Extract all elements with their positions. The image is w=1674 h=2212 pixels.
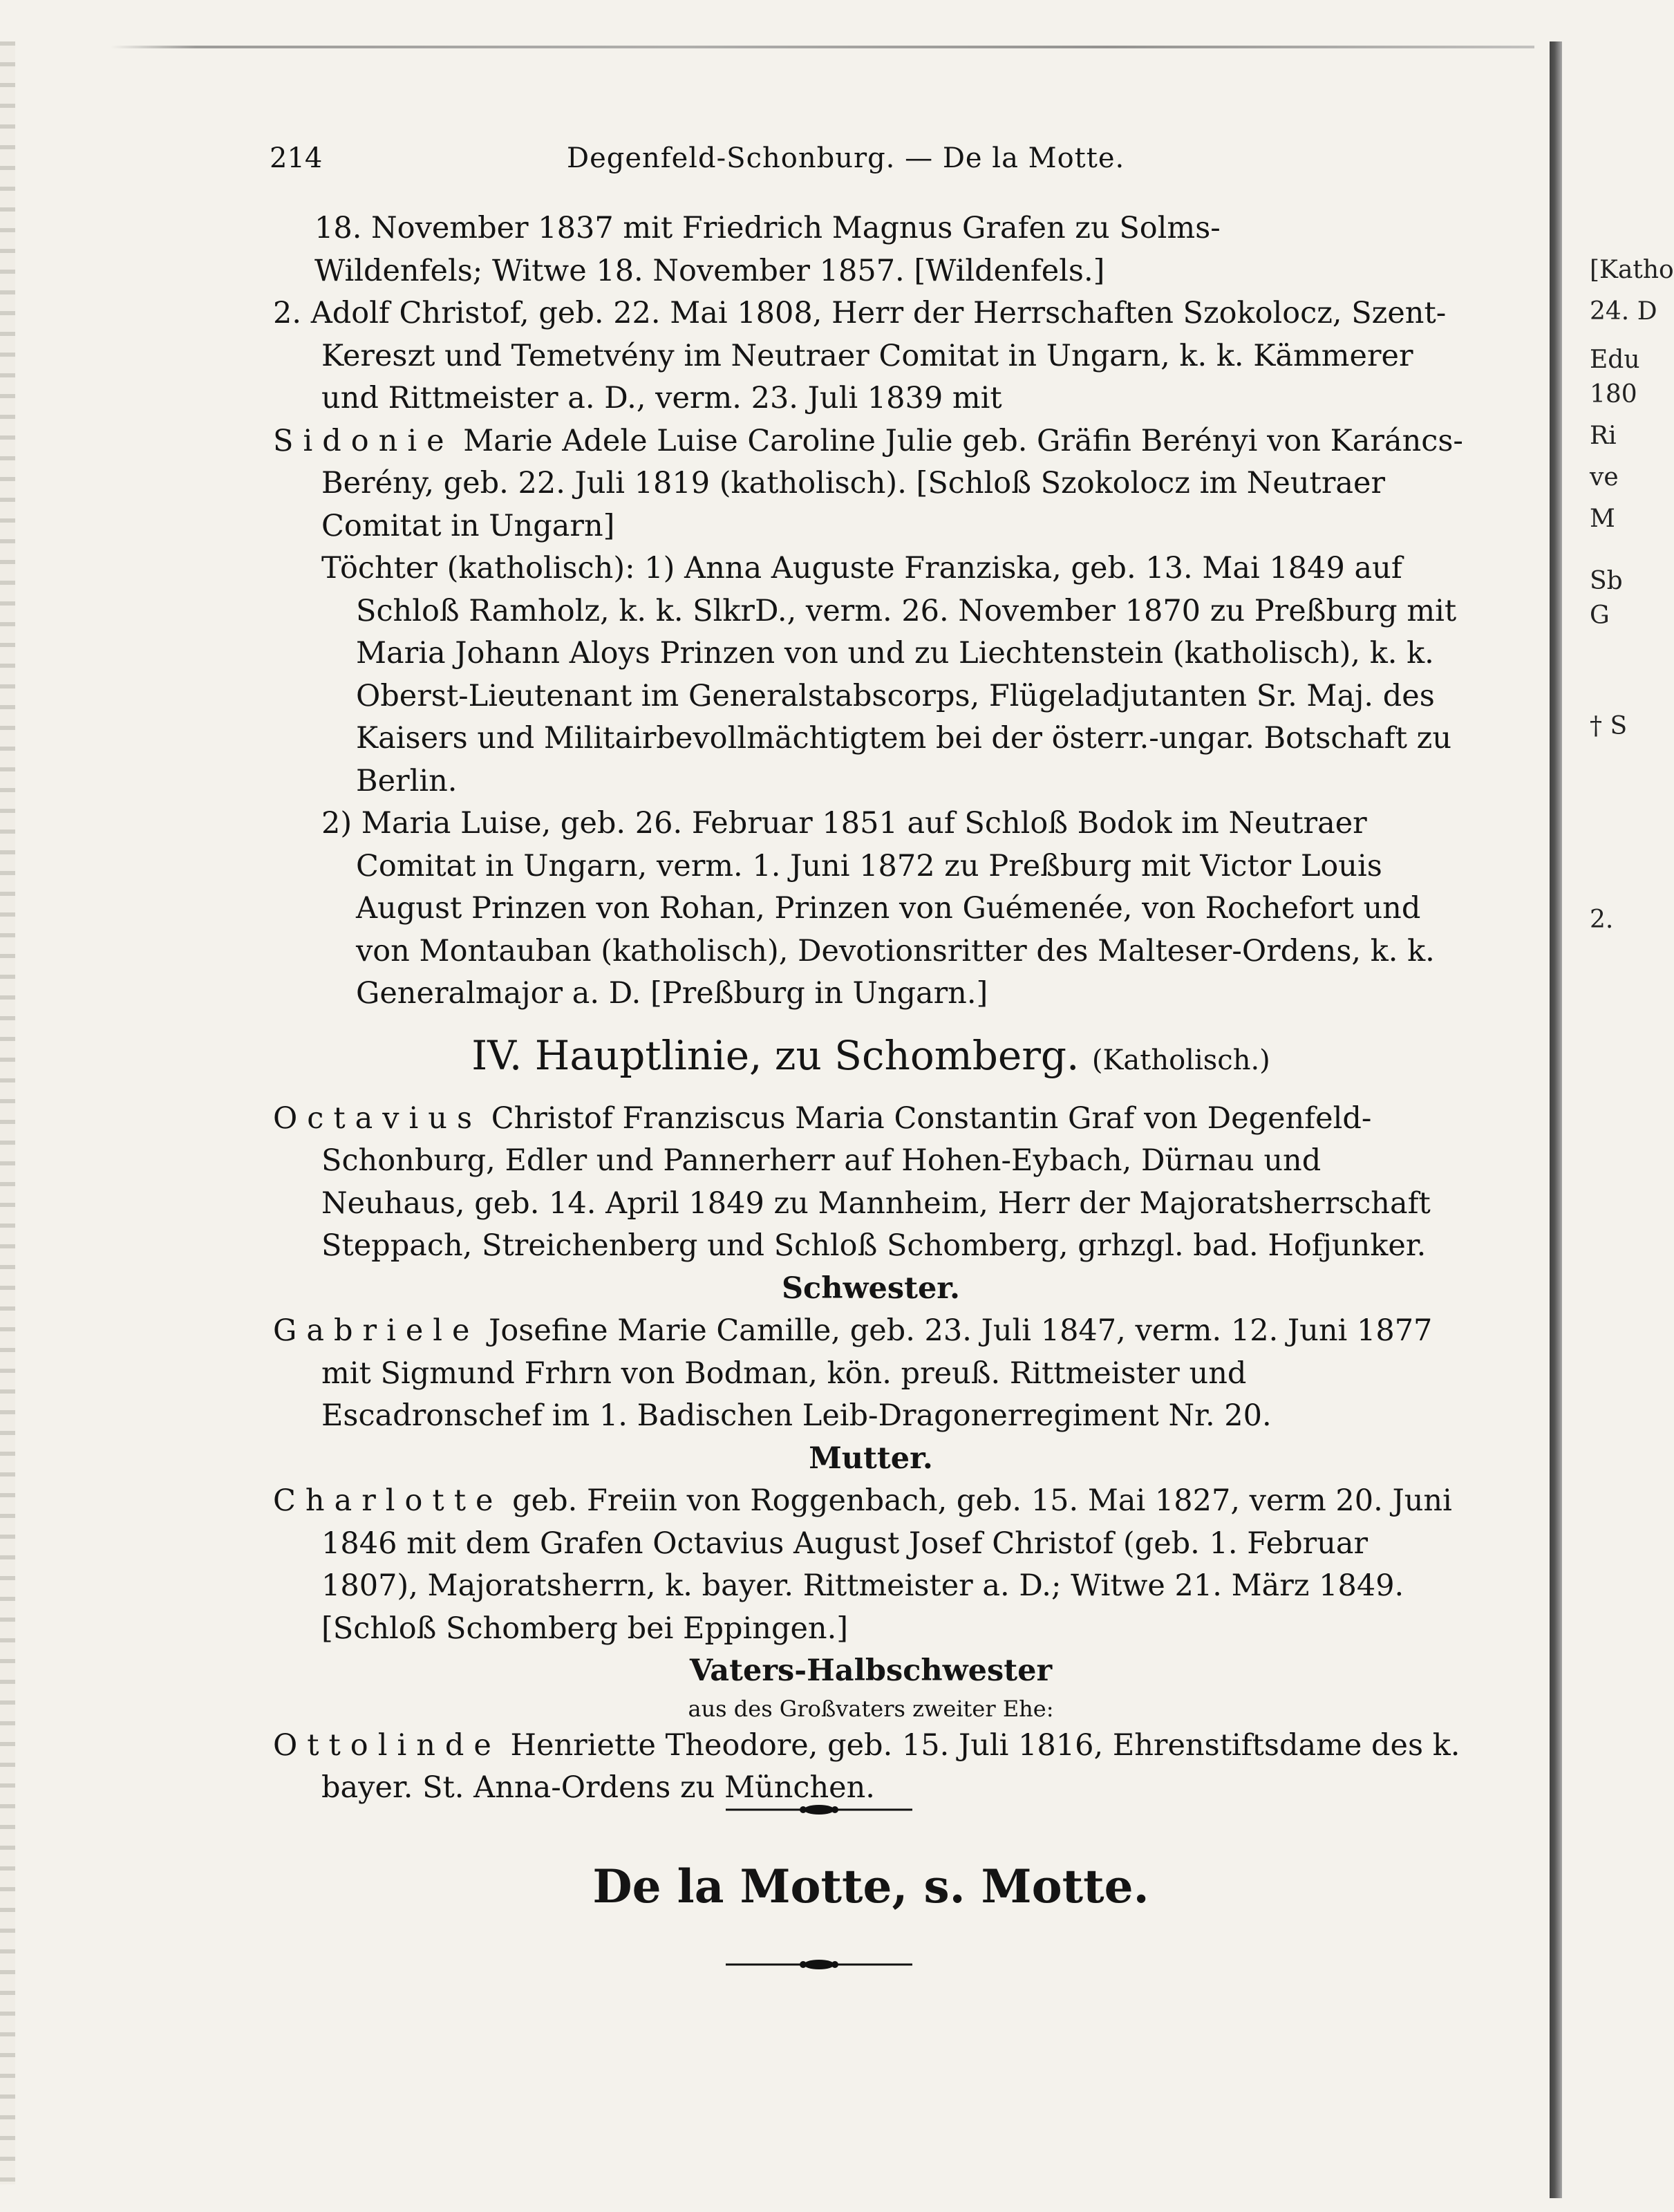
entry-sidonie — [273, 420, 1469, 548]
right-margin-fragment: Ri — [1590, 422, 1617, 450]
right-margin-fragment: Sb — [1590, 567, 1623, 595]
section-note: (Katholisch.) — [1091, 1044, 1270, 1076]
running-title: Degenfeld-Schonburg. — De la Motte. — [567, 142, 1125, 174]
section-title-text: IV. Hauptlinie, zu Schomberg. — [471, 1031, 1080, 1079]
page-number: 214 — [270, 142, 323, 174]
entry-toechter-2: 2) Maria Luise, geb. 26. Februar 1851 auf Schloß Bodok im Neutraer Comitat in Ungarn, verm. 1. Juni 1872 zu Preßburg mit Victor Louis August Prinzen von Rohan, Prinzen von Guémenée, von Rochefort und von Montauban (katholisch), Devotionsritter des Malteser-Ordens, k. k. Generalmajor a. D. [Preßburg in Ungarn.] — [321, 806, 1435, 1011]
right-margin-fragment: † S — [1590, 712, 1628, 740]
text-line-1: 18. November 1837 mit Friedrich Magnus Grafen zu Solms- — [314, 211, 1221, 245]
right-margin-fragment: 2. — [1590, 906, 1614, 934]
left-page-edge — [0, 41, 15, 2184]
name-sidonie: Sidonie — [273, 423, 454, 458]
text-line-2: Wildenfels; Witwe 18. November 1857. [Wildenfels.] — [314, 253, 1105, 288]
page-body — [273, 207, 1469, 1810]
entry-octavius — [273, 1098, 1469, 1268]
book-gutter — [1550, 41, 1562, 2198]
sidonie-details: Marie Adele Luise Caroline Julie geb. Gräfin Berényi von Karáncs-Berény, geb. 22. Juli 1819 (katholisch). [Schloß Szokolocz im Neutraer Comitat in Ungarn] — [321, 423, 1463, 543]
octavius-details: Christof Franziscus Maria Constantin Graf von Degenfeld-Schonburg, Edler und Pannerherr auf Hohen-Eybach, Dürnau und Neuhaus, geb. 14. April 1849 zu Mannheim, Herr der Majoratsherrschaft Steppach, Streichenberg und Schloß Schomberg, grhzgl. bad. Hofjunker. — [321, 1100, 1431, 1263]
section-title — [273, 1031, 1469, 1085]
top-rule — [111, 46, 1534, 48]
subheading-halbschwester: aus des Großvaters zweiter Ehe: — [688, 1695, 1054, 1722]
right-margin-fragment: M — [1590, 505, 1615, 533]
right-margin-fragment: [Katho — [1590, 256, 1674, 284]
name-gabriele: Gabriele — [273, 1313, 480, 1348]
right-margin-fragment: Edu — [1590, 346, 1640, 374]
right-margin-fragment: ve — [1590, 463, 1619, 491]
heading-halbschwester: Vaters-Halbschwester — [689, 1653, 1053, 1688]
ottolinde-details: Henriette Theodore, geb. 15. Juli 1816, Ehrenstiftsdame des k. bayer. St. Anna-Ordens zu München. — [321, 1727, 1460, 1805]
heading-mutter: Mutter. — [809, 1441, 933, 1476]
ornament-rule-bottom — [726, 1958, 912, 1971]
entry-ottolinde — [273, 1725, 1469, 1810]
entry-adolf: 2. Adolf Christof, geb. 22. Mai 1808, Herr der Herrschaften Szokolocz, Szent-Kereszt und Temetvény im Neutraer Comitat in Ungarn, k. k. Kämmerer und Rittmeister a. D., verm. 23. Juli 1839 mit — [273, 296, 1447, 415]
entry-toechter-1: Töchter (katholisch): 1) Anna Auguste Franziska, geb. 13. Mai 1849 auf Schloß Ramholz, k. k. SlkrD., verm. 26. November 1870 zu Preßburg mit Maria Johann Aloys Prinzen von und zu Liechtenstein (katholisch), k. k. Oberst-Lieutenant im Generalstabscorps, Flügeladjutanten Sr. Maj. des Kaisers und Militairbevollmächtigtem bei der österr.-ungar. Botschaft zu Berlin. — [321, 551, 1457, 798]
right-margin-fragment: G — [1590, 601, 1610, 630]
page-header — [270, 142, 1486, 184]
name-charlotte: Charlotte — [273, 1483, 503, 1518]
right-margin-fragment: 24. D — [1590, 297, 1657, 326]
gabriele-details: Josefine Marie Camille, geb. 23. Juli 1847, verm. 12. Juni 1877 mit Sigmund Frhrn von Bodman, kön. preuß. Rittmeister und Escadronschef im 1. Badischen Leib-Dragonerregiment Nr. 20. — [321, 1313, 1433, 1433]
heading-schwester: Schwester. — [782, 1271, 960, 1306]
entry-gabriele — [273, 1310, 1469, 1438]
charlotte-details: geb. Freiin von Roggenbach, geb. 15. Mai 1827, verm 20. Juni 1846 mit dem Grafen Octavius August Josef Christof (geb. 1. Februar 1807), Majoratsherrn, k. bayer. Rittmeister a. D.; Witwe 21. März 1849. [Schloß Schomberg bei Eppingen.] — [321, 1483, 1452, 1646]
entry-charlotte — [273, 1480, 1469, 1650]
name-octavius: Octavius — [273, 1100, 482, 1136]
ornament-rule-top — [726, 1803, 912, 1817]
right-margin-fragment: 180 — [1590, 380, 1637, 409]
cross-reference-title: De la Motte, s. Motte. — [592, 1859, 1149, 1913]
name-ottolinde: Ottolinde — [273, 1727, 501, 1763]
